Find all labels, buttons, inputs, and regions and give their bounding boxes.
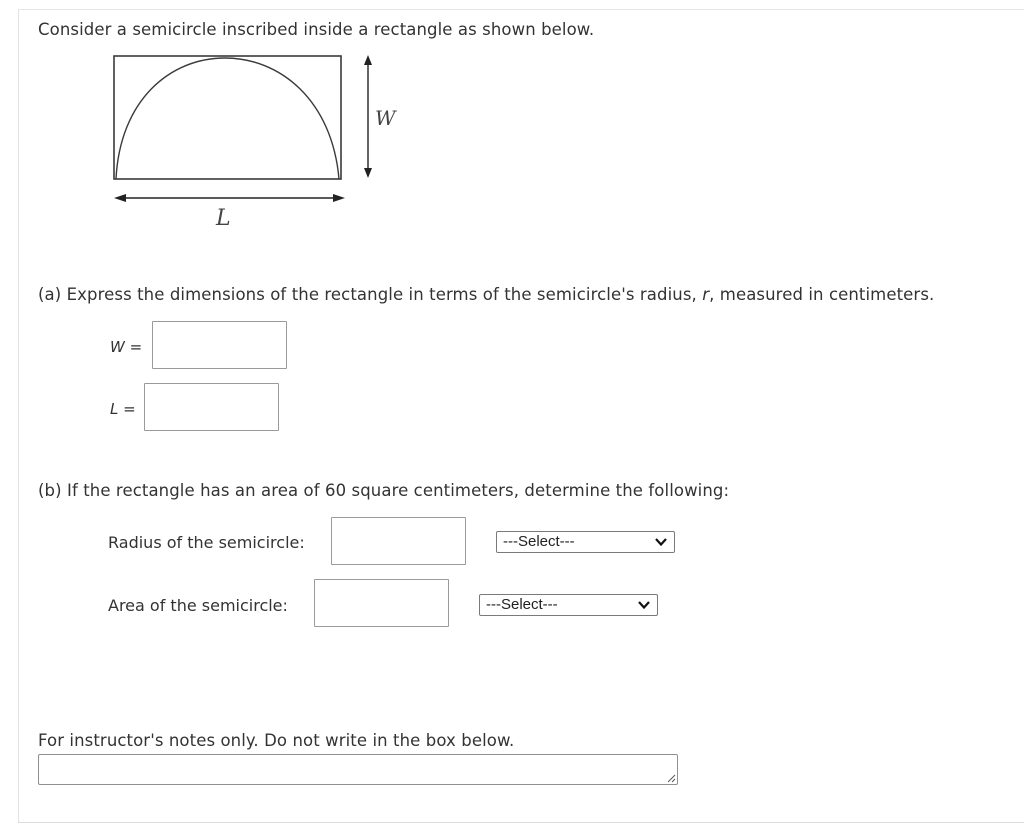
radius-unit-select[interactable]: ---Select--- bbox=[496, 531, 675, 553]
height-arrow-bottom bbox=[364, 168, 372, 178]
part-b-text: (b) If the rectangle has an area of 60 square centimeters, determine the following: bbox=[38, 481, 730, 500]
instructor-notes-label: For instructor's notes only. Do not write in the box below. bbox=[38, 731, 515, 750]
length-label-l: L bbox=[216, 206, 231, 231]
area-unit-select[interactable]: ---Select--- bbox=[479, 594, 658, 616]
semicircle-figure bbox=[100, 50, 420, 235]
chevron-down-icon bbox=[655, 537, 667, 547]
resize-handle-icon[interactable] bbox=[666, 773, 676, 783]
l-answer-input[interactable] bbox=[144, 383, 279, 431]
intro-text: Consider a semicircle inscribed inside a rectangle as shown below. bbox=[38, 20, 595, 39]
radius-variable: r bbox=[702, 285, 710, 304]
radius-label: Radius of the semicircle: bbox=[108, 533, 305, 552]
l-equals-label: L = bbox=[110, 400, 136, 418]
rectangle-shape bbox=[114, 56, 341, 179]
w-equals-label: W = bbox=[110, 338, 143, 356]
height-arrow-top bbox=[364, 55, 372, 65]
area-answer-input[interactable] bbox=[314, 579, 449, 627]
instructor-notes-textarea[interactable] bbox=[38, 754, 678, 785]
radius-answer-input[interactable] bbox=[331, 517, 466, 565]
semicircle-arc bbox=[116, 58, 339, 179]
w-answer-input[interactable] bbox=[152, 321, 287, 369]
width-label-w: W bbox=[375, 106, 396, 130]
chevron-down-icon bbox=[638, 600, 650, 610]
part-a-text: (a) Express the dimensions of the rectangle in terms of the semicircle's radius, r, measured in centimeters. bbox=[38, 285, 935, 304]
length-arrow-right bbox=[333, 194, 345, 202]
length-arrow-left bbox=[114, 194, 126, 202]
area-label: Area of the semicircle: bbox=[108, 596, 288, 615]
